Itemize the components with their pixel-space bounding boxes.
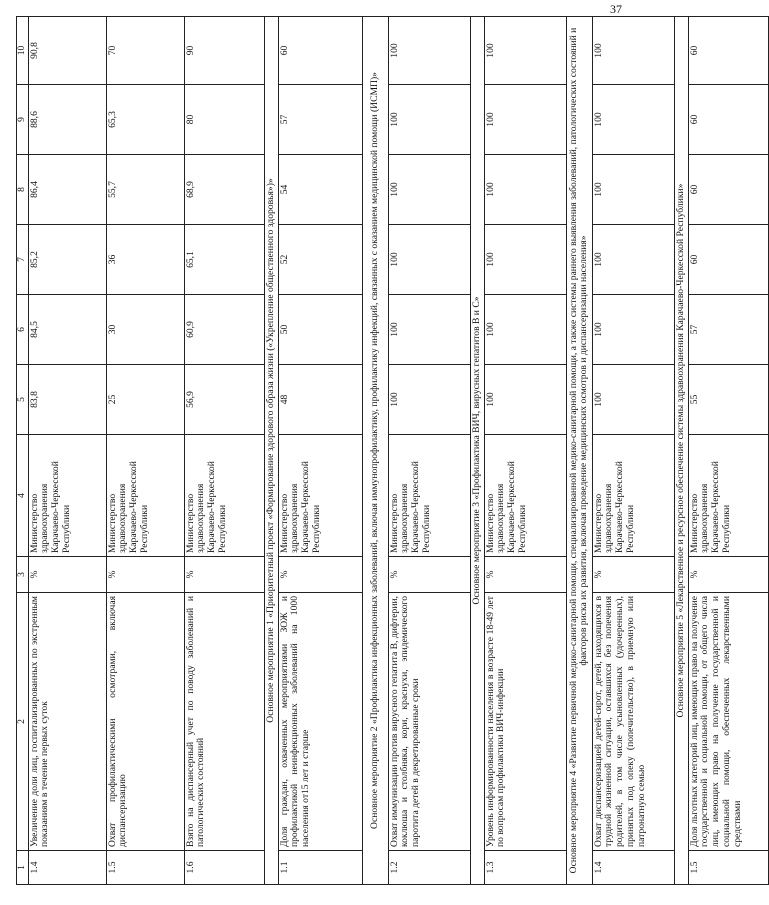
table-row	[484, 17, 566, 885]
value-cell: 100	[592, 365, 674, 435]
table-row	[388, 17, 470, 885]
header-cell: 4	[17, 435, 29, 557]
table-row	[28, 17, 106, 885]
value-cell: 100	[388, 155, 470, 225]
page-number: 37	[610, 2, 622, 16]
section-title: Основное мероприятие 2 «Профилактика инфекционных заболеваний, включая иммунопрофилактику, профилактику инфекций, связанных с оказанием медицинской помощи (ИСМП)»	[362, 17, 388, 885]
value-cell: 100	[484, 85, 566, 155]
value-cell: 100	[388, 225, 470, 295]
indicator-name-cell: Доля льготных категорий лиц, имеющих право на получение государственной и социальной помощи, от общего числа лиц, имеющих право на получение государственной и социальной помощи, обеспеченных лекарственными средствами	[688, 593, 768, 851]
section-row	[264, 17, 278, 885]
value-cell: 60,9	[184, 295, 264, 365]
row-number-cell: 1.2	[388, 851, 470, 885]
table-row	[106, 17, 184, 885]
row-number-cell: 1.5	[688, 851, 768, 885]
row-number-cell: 1.1	[278, 851, 362, 885]
value-cell: 65,1	[184, 225, 264, 295]
value-cell: 60	[688, 85, 768, 155]
value-cell: 100	[592, 225, 674, 295]
value-cell: 50	[278, 295, 362, 365]
value-cell: 100	[484, 225, 566, 295]
header-cell: 9	[17, 85, 29, 155]
value-cell: 60	[688, 225, 768, 295]
value-cell: 60	[688, 155, 768, 225]
header-cell: 6	[17, 295, 29, 365]
executor-cell: Министерство здравоохранения Карачаево-Черкесской Республики	[484, 435, 566, 557]
value-cell: 56,9	[184, 365, 264, 435]
indicator-name-cell: Охват иммунизации против вирусного гепатита В, дифтерии, коклюша и столбняка, кори, краснухи, эпидемического паротита детей в декретированные сроки	[388, 593, 470, 851]
unit-cell: %	[106, 557, 184, 593]
value-cell: 100	[388, 85, 470, 155]
row-number-cell: 1.4	[28, 851, 106, 885]
header-cell: 8	[17, 155, 29, 225]
indicator-name-cell: Уровень информированности населения в возрасте 18-49 лет по вопросам профилактики ВИЧ-инфекции	[484, 593, 566, 851]
value-cell: 90	[184, 17, 264, 85]
value-cell: 100	[484, 365, 566, 435]
value-cell: 100	[388, 365, 470, 435]
value-cell: 65,3	[106, 85, 184, 155]
executor-cell: Министерство здравоохранения Карачаево-Черкесской Республики	[388, 435, 470, 557]
header-cell: 10	[17, 17, 29, 85]
unit-cell: %	[278, 557, 362, 593]
header-cell: 7	[17, 225, 29, 295]
section-row	[566, 17, 592, 885]
row-number-cell: 1.3	[484, 851, 566, 885]
value-cell: 55,7	[106, 155, 184, 225]
executor-cell: Министерство здравоохранения Карачаево-Черкесской Республики	[278, 435, 362, 557]
section-row	[362, 17, 388, 885]
section-title: Основное мероприятие 1 «Приоритетный проект «Формирование здорового образа жизни («Укрепление общественного здоровья»)»	[264, 17, 278, 885]
executor-cell: Министерство здравоохранения Карачаево-Черкесской Республики	[688, 435, 768, 557]
table-row	[278, 17, 362, 885]
header-cell: 1	[17, 851, 29, 885]
value-cell: 100	[592, 17, 674, 85]
rotated-page	[16, 17, 743, 885]
value-cell: 36	[106, 225, 184, 295]
indicator-name-cell: Увеличение доли лиц, госпитализированных по экстренным показаниям в течение первых суток	[28, 593, 106, 851]
header-cell: 5	[17, 365, 29, 435]
indicator-name-cell: Охват профилактическими осмотрами, включая диспансеризацию	[106, 593, 184, 851]
value-cell: 70	[106, 17, 184, 85]
value-cell: 80	[184, 85, 264, 155]
value-cell: 100	[484, 17, 566, 85]
value-cell: 83,8	[28, 365, 106, 435]
executor-cell: Министерство здравоохранения Карачаево-Черкесской Республики	[106, 435, 184, 557]
section-title: Основное мероприятие 5 «Лекарственное и ресурсное обеспечение системы здравоохранения Карачаево-Черкесской Республики»	[674, 17, 688, 885]
value-cell: 100	[484, 295, 566, 365]
table-row	[184, 17, 264, 885]
value-cell: 100	[388, 295, 470, 365]
value-cell: 60	[688, 17, 768, 85]
value-cell: 86,4	[28, 155, 106, 225]
row-number-cell: 1.4	[592, 851, 674, 885]
value-cell: 90,8	[28, 17, 106, 85]
unit-cell: %	[484, 557, 566, 593]
table-row	[592, 17, 674, 885]
unit-cell: %	[688, 557, 768, 593]
row-number-cell: 1.5	[106, 851, 184, 885]
unit-cell: %	[184, 557, 264, 593]
section-title: Основное мероприятие 4 «Развитие первичной медико-санитарной помощи, специализированной медико-санитарной помощи, а также системы раннего выявления заболеваний, патологических состояний и факторов риска их развития, включая проведение медицинских осмотров и диспансеризации населения»	[566, 17, 592, 885]
value-cell: 84,5	[28, 295, 106, 365]
section-row	[470, 17, 484, 885]
value-cell: 30	[106, 295, 184, 365]
value-cell: 52	[278, 225, 362, 295]
executor-cell: Министерство здравоохранения Карачаево-Черкесской Республики	[28, 435, 106, 557]
header-cell: 3	[17, 557, 29, 593]
value-cell: 100	[592, 295, 674, 365]
indicator-name-cell: Доля граждан, охваченных мероприятиями ЗОЖ и профилактикой неинфекционных заболеваний на 1000 населения от15 лет и старше	[278, 593, 362, 851]
value-cell: 100	[592, 155, 674, 225]
unit-cell: %	[28, 557, 106, 593]
indicator-table	[16, 16, 769, 885]
value-cell: 57	[278, 85, 362, 155]
table-body	[17, 17, 769, 885]
value-cell: 100	[484, 155, 566, 225]
table-row	[688, 17, 768, 885]
section-row	[674, 17, 688, 885]
value-cell: 55	[688, 365, 768, 435]
value-cell: 68,9	[184, 155, 264, 225]
executor-cell: Министерство здравоохранения Карачаево-Черкесской Республики	[184, 435, 264, 557]
value-cell: 57	[688, 295, 768, 365]
value-cell: 54	[278, 155, 362, 225]
unit-cell: %	[388, 557, 470, 593]
unit-cell: %	[592, 557, 674, 593]
indicator-name-cell: Взято на диспансерный учет по поводу заболеваний и патологических состояний	[184, 593, 264, 851]
value-cell: 60	[278, 17, 362, 85]
value-cell: 100	[592, 85, 674, 155]
value-cell: 88,6	[28, 85, 106, 155]
header-cell: 2	[17, 593, 29, 851]
section-title: Основное мероприятие 3 «Профилактика ВИЧ, вирусных гепатитов В и С»	[470, 17, 484, 885]
value-cell: 85,2	[28, 225, 106, 295]
value-cell: 25	[106, 365, 184, 435]
indicator-name-cell: Охват диспансеризацией детей-сирот, детей, находящихся в трудной жизненной ситуации, оставшихся без попечения родителей, в том числе усыновленных (удочеренных), принятых под опеку (попечительство), в приемную или патронатную семью	[592, 593, 674, 851]
executor-cell: Министерство здравоохранения Карачаево-Черкесской Республики	[592, 435, 674, 557]
header-row	[17, 17, 29, 885]
value-cell: 100	[388, 17, 470, 85]
value-cell: 48	[278, 365, 362, 435]
row-number-cell: 1.6	[184, 851, 264, 885]
